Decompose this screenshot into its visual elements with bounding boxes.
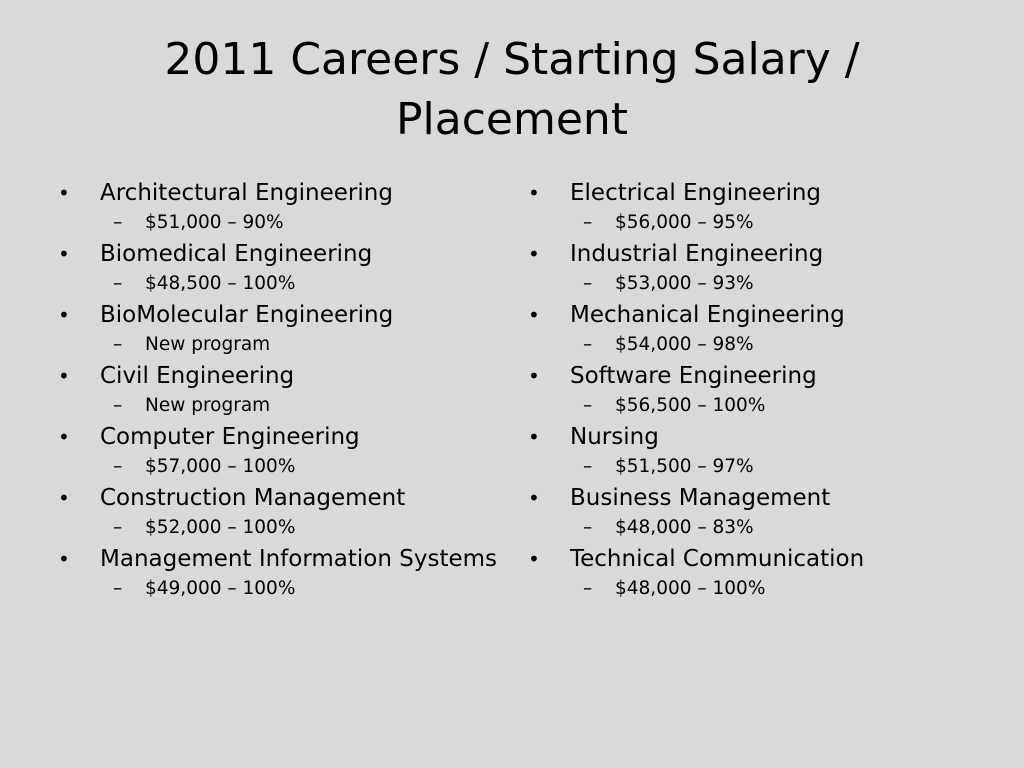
program-name: Management Information Systems <box>100 546 498 572</box>
dash-icon: – <box>583 578 593 599</box>
program-name: BioMolecular Engineering <box>100 302 394 328</box>
bullet-icon: • <box>528 303 540 327</box>
program-salary-placement: $57,000 – 100% <box>145 456 296 477</box>
program-name: Architectural Engineering <box>100 180 393 206</box>
dash-icon: – <box>113 517 123 538</box>
bullet-icon: • <box>528 425 540 449</box>
dash-icon: – <box>113 578 123 599</box>
dash-icon: – <box>583 395 593 416</box>
program-item <box>528 424 968 479</box>
program-name: Civil Engineering <box>100 363 295 389</box>
program-salary-placement: New program <box>145 395 271 416</box>
bullet-icon: • <box>58 364 70 388</box>
dash-icon: – <box>583 212 593 233</box>
bullet-icon: • <box>528 364 540 388</box>
program-item <box>528 180 968 235</box>
slide-title-line-2: Placement <box>395 94 629 145</box>
bullet-icon: • <box>58 486 70 510</box>
program-item <box>58 302 498 357</box>
slide-title-line-1: 2011 Careers / Starting Salary / <box>164 34 860 85</box>
dash-icon: – <box>583 273 593 294</box>
program-item <box>528 241 968 296</box>
program-name: Software Engineering <box>570 363 817 389</box>
slide-title <box>0 30 1024 150</box>
program-item <box>528 546 968 601</box>
program-name: Business Management <box>570 485 831 511</box>
program-name: Mechanical Engineering <box>570 302 845 328</box>
right-column <box>528 180 968 607</box>
program-item <box>528 302 968 357</box>
program-salary-placement: $48,000 – 83% <box>615 517 754 538</box>
bullet-icon: • <box>528 486 540 510</box>
program-item <box>58 180 498 235</box>
program-item <box>58 424 498 479</box>
bullet-icon: • <box>58 547 70 571</box>
dash-icon: – <box>113 334 123 355</box>
program-salary-placement: $56,500 – 100% <box>615 395 766 416</box>
program-name: Biomedical Engineering <box>100 241 373 267</box>
program-item <box>58 546 498 601</box>
bullet-icon: • <box>528 547 540 571</box>
program-salary-placement: $54,000 – 98% <box>615 334 754 355</box>
program-name: Construction Management <box>100 485 406 511</box>
left-column <box>58 180 498 607</box>
program-salary-placement: $52,000 – 100% <box>145 517 296 538</box>
program-salary-placement: $51,000 – 90% <box>145 212 284 233</box>
bullet-icon: • <box>58 303 70 327</box>
program-item <box>528 363 968 418</box>
program-name: Electrical Engineering <box>570 180 822 206</box>
program-salary-placement: $53,000 – 93% <box>615 273 754 294</box>
bullet-icon: • <box>58 181 70 205</box>
bullet-icon: • <box>528 242 540 266</box>
program-item <box>528 485 968 540</box>
dash-icon: – <box>113 212 123 233</box>
bullet-icon: • <box>58 242 70 266</box>
program-name: Industrial Engineering <box>570 241 824 267</box>
program-item <box>58 363 498 418</box>
dash-icon: – <box>583 517 593 538</box>
program-salary-placement: $48,000 – 100% <box>615 578 766 599</box>
dash-icon: – <box>113 395 123 416</box>
dash-icon: – <box>113 273 123 294</box>
program-salary-placement: $49,000 – 100% <box>145 578 296 599</box>
program-name: Nursing <box>570 424 659 450</box>
program-name: Computer Engineering <box>100 424 360 450</box>
bullet-icon: • <box>58 425 70 449</box>
program-item <box>58 241 498 296</box>
program-salary-placement: New program <box>145 334 271 355</box>
bullet-icon: • <box>528 181 540 205</box>
dash-icon: – <box>113 456 123 477</box>
program-salary-placement: $51,500 – 97% <box>615 456 754 477</box>
program-item <box>58 485 498 540</box>
program-salary-placement: $48,500 – 100% <box>145 273 296 294</box>
dash-icon: – <box>583 456 593 477</box>
dash-icon: – <box>583 334 593 355</box>
program-salary-placement: $56,000 – 95% <box>615 212 754 233</box>
program-name: Technical Communication <box>570 546 865 572</box>
